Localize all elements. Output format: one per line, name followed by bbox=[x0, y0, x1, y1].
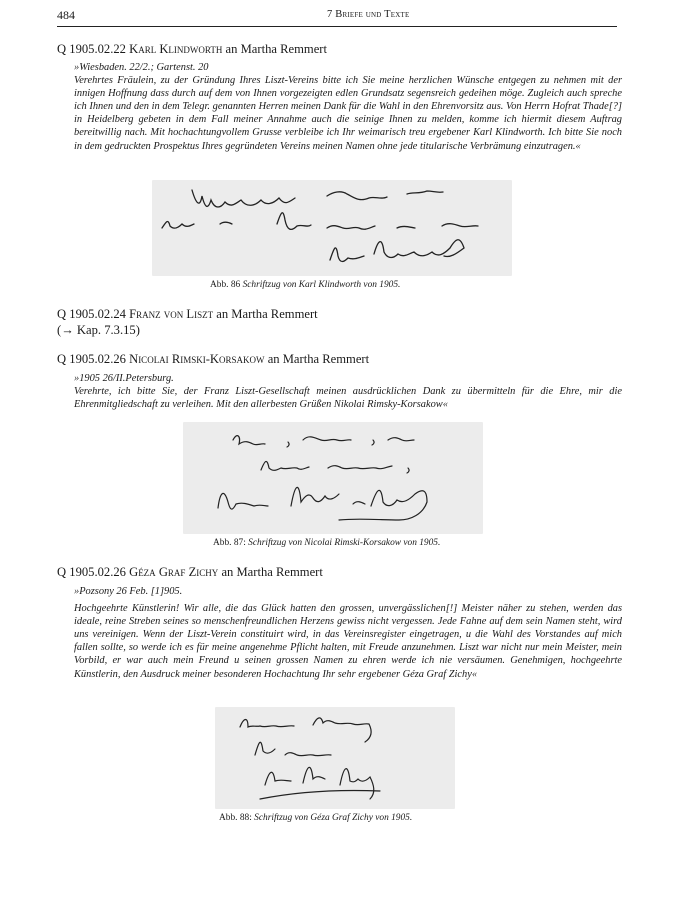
entry-heading bbox=[57, 41, 622, 57]
letter-entry-zichy bbox=[57, 564, 622, 681]
cross-reference: (→ Kap. 7.3.15) bbox=[57, 323, 140, 337]
signature-image-klindworth bbox=[152, 180, 512, 276]
figure-caption-86 bbox=[210, 280, 400, 290]
entry-date: 1905.02.22 bbox=[69, 42, 126, 56]
entry-heading bbox=[57, 351, 622, 367]
page-number: 484 bbox=[57, 8, 75, 22]
caption-text: Schriftzug von Karl Klindworth von 1905. bbox=[242, 280, 401, 290]
caption-text: Schriftzug von Nicolai Rimski-Korsakow von 1905. bbox=[248, 538, 441, 548]
entry-marker: Q bbox=[57, 42, 67, 56]
signature-image-zichy bbox=[215, 707, 455, 809]
caption-prefix: Abb. 88: bbox=[219, 813, 252, 823]
entry-connector: an bbox=[221, 565, 234, 579]
entry-marker: Q bbox=[57, 307, 67, 321]
caption-text: Schriftzug von Géza Graf Zichy von 1905. bbox=[254, 813, 413, 823]
entry-connector: an bbox=[267, 352, 280, 366]
entry-connector: an bbox=[216, 307, 229, 321]
caption-prefix: Abb. 87: bbox=[213, 538, 246, 548]
letter-quote bbox=[74, 61, 622, 153]
letter-place-line: »Wiesbaden. 22/2.; Gartenst. 20 bbox=[74, 62, 209, 73]
letter-place-line: »1905 26/II.Petersburg. bbox=[74, 373, 174, 384]
handwriting-zichy bbox=[215, 707, 455, 809]
signature-image-rimski-korsakow bbox=[183, 422, 483, 534]
entry-heading bbox=[57, 306, 622, 322]
entry-author: Géza Graf Zichy bbox=[129, 565, 219, 579]
entry-heading bbox=[57, 564, 622, 580]
letter-quote bbox=[74, 372, 622, 411]
entry-recipient: Martha Remmert bbox=[231, 307, 318, 321]
letter-quote bbox=[74, 585, 622, 681]
letter-place-line: »Pozsony 26 Feb. [1]905. bbox=[74, 586, 183, 597]
letter-entry-liszt bbox=[57, 306, 622, 338]
figure-caption-88 bbox=[219, 813, 412, 823]
page-header bbox=[57, 8, 617, 27]
letter-body: Hochgeehrte Künstlerin! Wir alle, die das Glück hatten den grossen, unvergässlichen[!] Meister näher zu stehen, werden das ideale, reine Streben seines so menschenfreundlichen Herzens gewiss nicht vergessen. Jede Fahne auf dem sein Namen steht, wird uns vereinigen. Wenn der Liszt-Verein constituirt wird, in das Vereinsregister eingetragen, u die Wahl des Vorstandes auf mich fallen sollte, so werde ich es für meine angenehme Pflicht halten, mit Freude anzunehmen. Liszt war nicht nur mein Meister, mein Vorbild, er war auch mein Freund u seinen grossen Namen zu ehren werde ich nie versäumen. Genehmigen, hochgeehrte Künstlerin, den Ausdruck meiner besonderen Hochachtung Ihr sehr ergebener Géza Graf Zichy« bbox=[74, 603, 622, 680]
entry-date: 1905.02.26 bbox=[69, 565, 126, 579]
letter-body: Verehrtes Fräulein, zu der Gründung Ihres Liszt-Vereins bitte ich Sie meine herzlichen Wünsche entgegen zu nehmen mit der innigen Hoffnung dass durch auf dem von Ihnen vorgezeigten edlen Grundsatz segensreich gedeihen möge. Zugleich auch spreche ich Ihnen und den in dem Telegr. genannten Herren meinen Dank für die Wahl in den Ehrenvorsitz aus. Von Herrn Hofrat Thade[?] in Heidelberg gebeten in dem Fall meiner Annahme auch die seinige Ihnen zu melden, komme ich hiermit diesem Auftrag bereitwillig nach. Mit hochachtungvollem Grusse verbleibe ich Ihr weimarisch treu ergebener Karl Klindworth. Ich bitte Sie noch in dem gedruckten Prospektus Ihres gegründeten Vereins meinen Namen ohne jede titularische Verbrämung einzutragen.« bbox=[74, 75, 622, 152]
figure-caption-87 bbox=[213, 538, 440, 548]
entry-marker: Q bbox=[57, 565, 67, 579]
handwriting-rimski-korsakow bbox=[183, 422, 483, 534]
letter-entry-rimski-korsakow bbox=[57, 351, 622, 411]
entry-author: Nicolai Rimski-Korsakow bbox=[129, 352, 265, 366]
entry-marker: Q bbox=[57, 352, 67, 366]
entry-recipient: Martha Remmert bbox=[236, 565, 323, 579]
entry-date: 1905.02.24 bbox=[69, 307, 126, 321]
letter-entry-klindworth bbox=[57, 41, 622, 153]
caption-prefix: Abb. 86 bbox=[210, 280, 241, 290]
entry-date: 1905.02.26 bbox=[69, 352, 126, 366]
entry-recipient: Martha Remmert bbox=[240, 42, 327, 56]
entry-recipient: Martha Remmert bbox=[282, 352, 370, 366]
handwriting-klindworth bbox=[152, 180, 512, 276]
entry-author: Karl Klindworth bbox=[129, 42, 223, 56]
running-head: 7 Briefe und Texte bbox=[327, 9, 410, 20]
entry-author: Franz von Liszt bbox=[129, 307, 214, 321]
letter-body: Verehrte, ich bitte Sie, der Franz Liszt-Gesellschaft meinen ausdrücklichen Dank zu übermitteln für die Ehre, mir die Ehrenmitgliedschaft zu verleihen. Mit den allerbesten Grüßen Nikolai Rimsky-Korsakow« bbox=[74, 386, 622, 411]
entry-connector: an bbox=[225, 42, 238, 56]
